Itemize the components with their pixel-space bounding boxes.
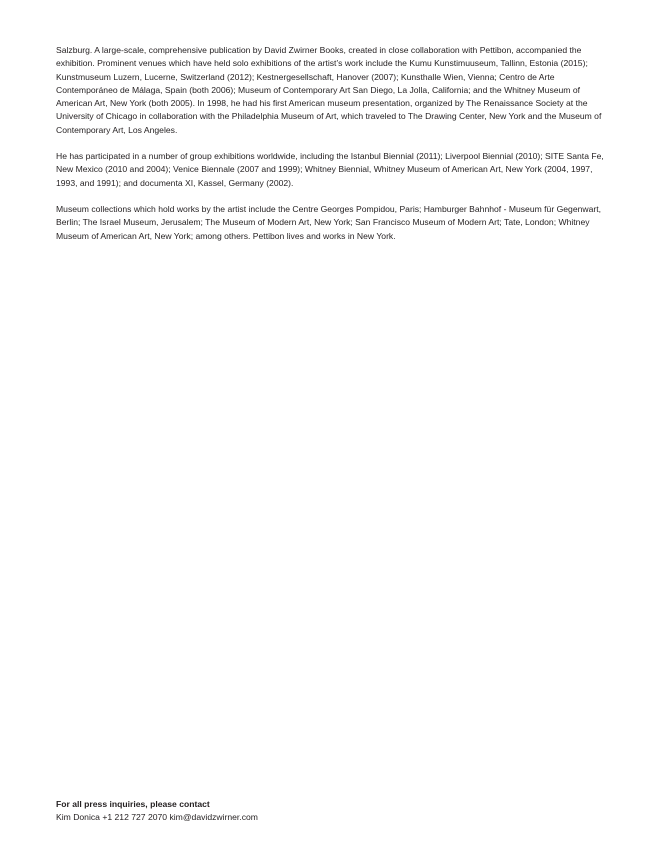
press-contact-details: Kim Donica +1 212 727 2070 kim@davidzwirner.com (56, 811, 258, 822)
body-text (56, 44, 612, 256)
paragraph-solo-exhibitions: Salzburg. A large-scale, comprehensive publication by David Zwirner Books, created in close collaboration with Pettibon, accompanied the exhibition. Prominent venues which have held solo exhibitions of the artist’s work include the Kumu Kunstimuuseum, Tallinn, Estonia (2015); Kunstmuseum Luzern, Lucerne, Switzerland (2012); Kestnergesellschaft, Hanover (2007); Kunsthalle Wien, Vienna; Centro de Arte Contemporáneo de Málaga, Spain (both 2006); Museum of Contemporary Art San Diego, La Jolla, California; and the Whitney Museum of American Art, New York (both 2005). In 1998, he had his first American museum presentation, organized by The Renaissance Society at the University of Chicago in collaboration with the Philadelphia Museum of Art, which traveled to The Drawing Center, New York and the Museum of Contemporary Art, Los Angeles. (56, 45, 602, 135)
paragraph-museum-collections: Museum collections which hold works by the artist include the Centre Georges Pompidou, Paris; Hamburger Bahnhof - Museum für Gegenwart, Berlin; The Israel Museum, Jerusalem; The Museum of Modern Art, New York; San Francisco Museum of Modern Art; Tate, London; Whitney Museum of American Art, New York; among others. Pettibon lives and works in New York. (56, 203, 602, 241)
paragraph-group-exhibitions: He has participated in a number of group exhibitions worldwide, including the Istanbul Biennial (2011); Liverpool Biennial (2010); SITE Santa Fe, New Mexico (2010 and 2004); Venice Biennale (2007 and 1999); Whitney Biennial, Whitney Museum of American Art, New York (2004, 1997, 1993, and 1991); and documenta XI, Kassel, Germany (2002). (56, 151, 604, 188)
press-contact (56, 798, 612, 823)
press-contact-heading: For all press inquiries, please contact (56, 799, 210, 809)
